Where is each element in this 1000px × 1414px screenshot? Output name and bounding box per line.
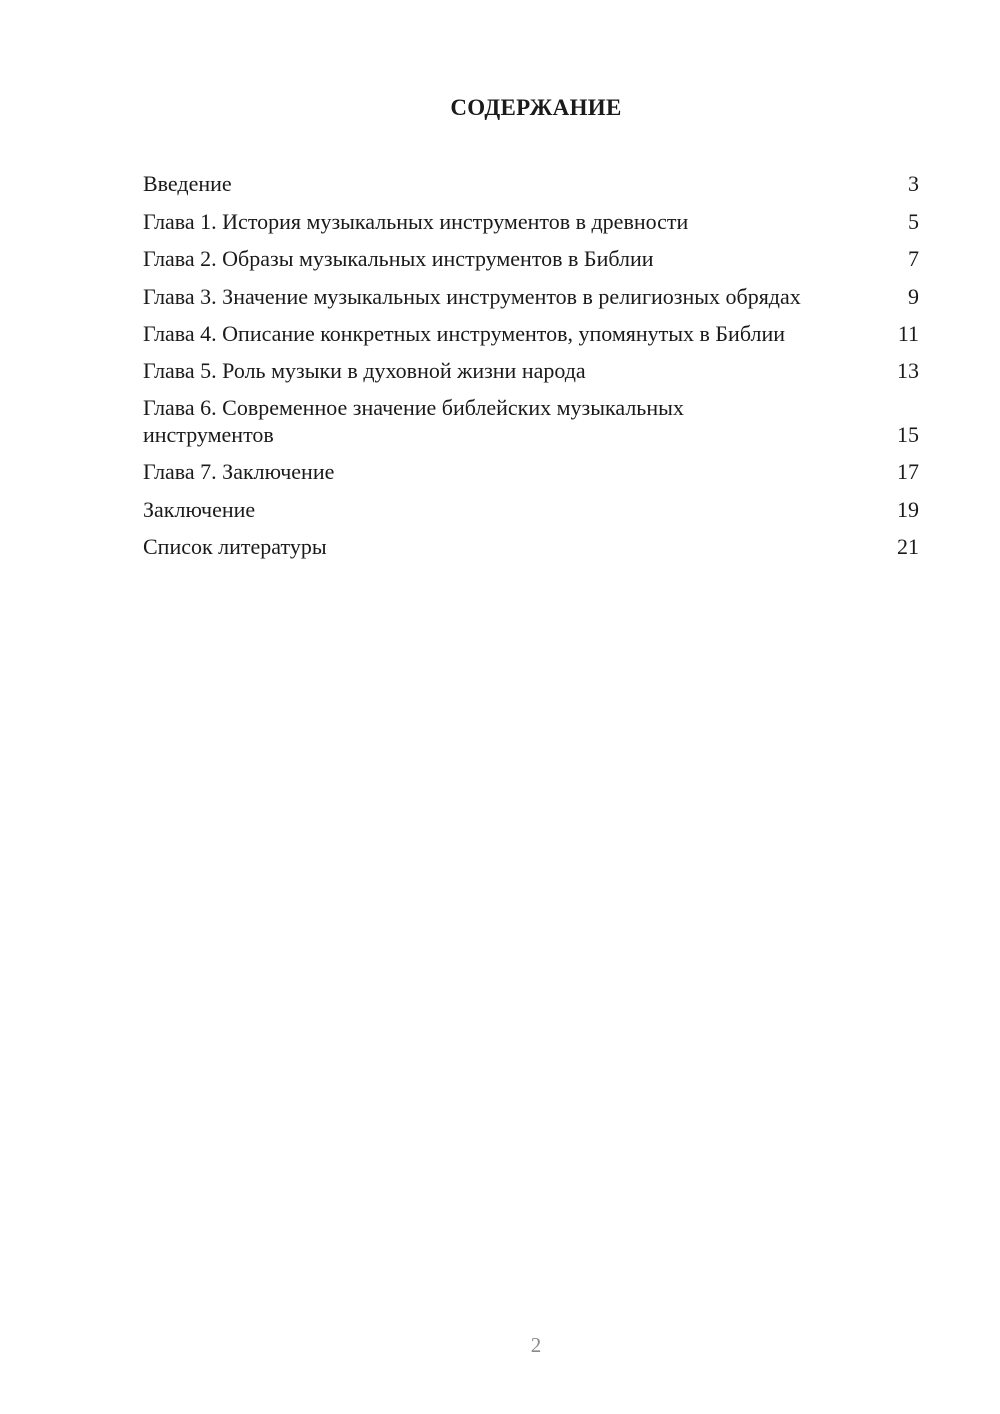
toc-entry-page: 13 [897,357,919,383]
toc-entry[interactable] [143,208,919,235]
toc-entry[interactable] [143,170,919,197]
toc-entry-page: 9 [908,283,919,309]
toc-entry[interactable] [143,245,919,272]
toc-entry-page: 15 [897,422,919,447]
toc-entry-page: 7 [908,246,919,271]
toc-entry[interactable] [143,320,919,347]
toc-entry-title: Глава 6. Современное значение библейских музыкальных инструментов [143,395,684,447]
toc-entry-page: 11 [897,320,919,346]
page-number: 2 [530,1333,542,1357]
page-title: СОДЕРЖАНИЕ [450,95,622,120]
toc-entry-title: Заключение [143,496,256,522]
toc-entry-title: Глава 5. Роль музыки в духовной жизни народа [143,357,586,383]
toc-entry-page: 17 [897,459,919,484]
toc-entry[interactable] [143,283,919,310]
toc-entry[interactable] [143,496,919,523]
toc-entry[interactable] [143,394,919,448]
toc-entry-page: 5 [908,208,919,234]
toc-entry-page: 21 [897,534,919,559]
toc-entry-title: Глава 4. Описание конкретных инструментов, упомянутых в Библии [143,320,785,346]
table-of-contents [143,170,919,571]
toc-entry-page: 19 [897,496,919,522]
toc-entry-title: Глава 7. Заключение [143,459,335,484]
toc-entry-title: Глава 3. Значение музыкальных инструментов в религиозных обрядах [143,283,801,309]
toc-entry-page: 3 [908,171,919,196]
toc-entry[interactable] [143,458,919,485]
toc-entry-title: Список литературы [143,534,327,559]
toc-entry[interactable] [143,533,919,560]
toc-entry-title: Введение [143,171,232,196]
toc-entry[interactable] [143,357,919,384]
toc-entry-title: Глава 2. Образы музыкальных инструментов в Библии [143,246,654,271]
toc-entry-title: Глава 1. История музыкальных инструментов в древности [143,208,689,234]
